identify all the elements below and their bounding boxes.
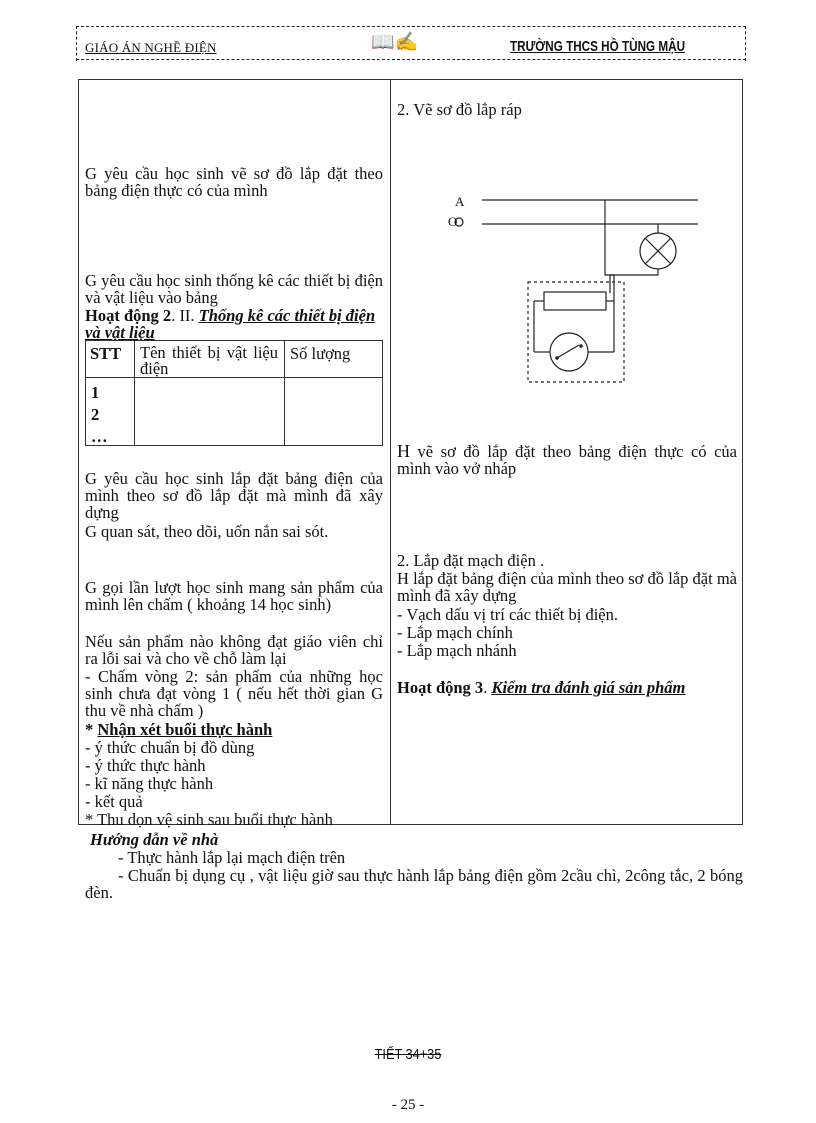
wiring-diagram — [440, 185, 720, 390]
homework-item: - Thực hành lắp lại mạch điện trên — [118, 848, 346, 867]
right-paragraph-student-assemble: H lắp đặt bảng điện của mình theo sơ đồ lắp đặt mà mình đã xây dựng — [397, 569, 737, 605]
left-paragraph-redo: Nếu sản phẩm nào không đạt giáo viên chỉ ra lỗi sai và cho về chỗ làm lại — [85, 632, 383, 668]
column-divider — [390, 79, 391, 825]
assembly-step: - Lắp mạch nhánh — [397, 641, 517, 660]
header-divider — [76, 59, 746, 60]
cleanup-note: * Thu dọn vệ sinh sau buổi thực hành — [85, 810, 333, 829]
switch-symbol — [550, 333, 588, 371]
left-paragraph-draw-diagram: G yêu cầu học sinh vẽ sơ đồ lắp đặt theo bảng điện thực có của mình — [85, 164, 383, 200]
page-number: - 25 - — [391, 1097, 425, 1113]
activity-2-heading — [85, 307, 385, 341]
activity-3-title: Kiểm tra đánh giá sản phẩm — [491, 678, 686, 697]
panel-outline — [528, 282, 624, 382]
assembly-step: - Lắp mạch chính — [397, 623, 513, 642]
left-paragraph-observe: G quan sát, theo dõi, uốn nắn sai sót. — [85, 522, 329, 541]
activity-3-label: Hoạt động 3 — [397, 678, 484, 697]
wire-lamp-return — [610, 269, 658, 293]
left-paragraph-round-2: - Chấm vòng 2: sản phẩm của những học sinh chưa đạt vòng 1 ( nếu hết thời gian G thu về nhà chấm ) — [85, 667, 383, 720]
remark-item: - kết quả — [85, 792, 143, 811]
header-subject: GIÁO ÁN NGHỀ ĐIỆN — [85, 40, 217, 55]
homework-title: Hướng dẫn về nhà — [90, 830, 219, 849]
student-draw-text: vẽ sơ đồ lắp đặt theo bảng điện thực có của mình vào vở nháp — [397, 442, 737, 478]
assembly-step: - Vạch dấu vị trí các thiết bị điện. — [397, 605, 618, 624]
remark-title: Nhận xét buổi thực hành — [97, 720, 273, 739]
activity-3-heading — [397, 679, 685, 696]
remark-item: - ý thức chuẩn bị đồ dùng — [85, 738, 255, 757]
remark-item: - ý thức thực hành — [85, 756, 206, 775]
inventory-header-name: Tên thiết bị vật liệu điện — [140, 343, 278, 378]
right-section-assemble: 2. Lắp đặt mạch điện . — [397, 551, 545, 570]
left-paragraph-assemble: G yêu cầu học sinh lắp đặt bảng điện của mình theo sơ đồ lắp đặt mà mình đã xây dựng — [85, 469, 383, 522]
inventory-table-header-line — [85, 377, 383, 378]
label-phase: A — [455, 194, 465, 209]
remark-item: - kĩ năng thực hành — [85, 774, 214, 793]
fuse-symbol — [544, 292, 606, 310]
label-neutral: O — [448, 214, 458, 229]
inventory-table-divider — [134, 340, 135, 446]
activity-2-number: . II. — [171, 306, 199, 325]
book-pen-icon: 📖✍ — [371, 32, 419, 53]
activity-2-label: Hoạt động 2 — [85, 306, 172, 325]
activity-2-title: Thống kê các thiết bị điện và vật liệu — [85, 306, 376, 342]
homework-item: - Chuẩn bị dụng cụ , vật liệu giờ sau thực hành lắp bảng điện gồm 2cầu chì, 2công tắc, 2 bóng đèn. — [85, 866, 743, 902]
right-section-draw: 2. Vẽ sơ đồ lắp ráp — [397, 100, 522, 119]
inventory-header-stt: STT — [90, 344, 122, 363]
left-paragraph-grading: G gọi lần lượt học sinh mang sản phẩm của mình lên chấm ( khoảng 14 học sinh) — [85, 578, 383, 614]
right-paragraph-student-draw — [397, 443, 737, 477]
remark-star: * — [85, 720, 98, 739]
inventory-row-number: 2 — [91, 405, 100, 424]
lesson-number: TIẾT 34+35 — [374, 1046, 442, 1063]
switch-lever — [557, 345, 579, 358]
remark-heading — [85, 721, 385, 738]
student-marker: H — [397, 441, 410, 461]
inventory-row-number: 1 — [91, 383, 100, 402]
switch-contact — [555, 356, 559, 360]
activity-3-dot: . — [483, 678, 492, 697]
inventory-header-quantity: Số lượng — [290, 344, 351, 363]
inventory-row-number: … — [91, 427, 108, 446]
left-paragraph-inventory: G yêu cầu học sinh thống kê các thiết bị điện và vật liệu vào bảng — [85, 271, 383, 307]
header-school: TRƯỜNG THCS HỒ TÙNG MẬU — [510, 38, 686, 55]
switch-contact — [579, 344, 583, 348]
inventory-table-divider — [284, 340, 285, 446]
